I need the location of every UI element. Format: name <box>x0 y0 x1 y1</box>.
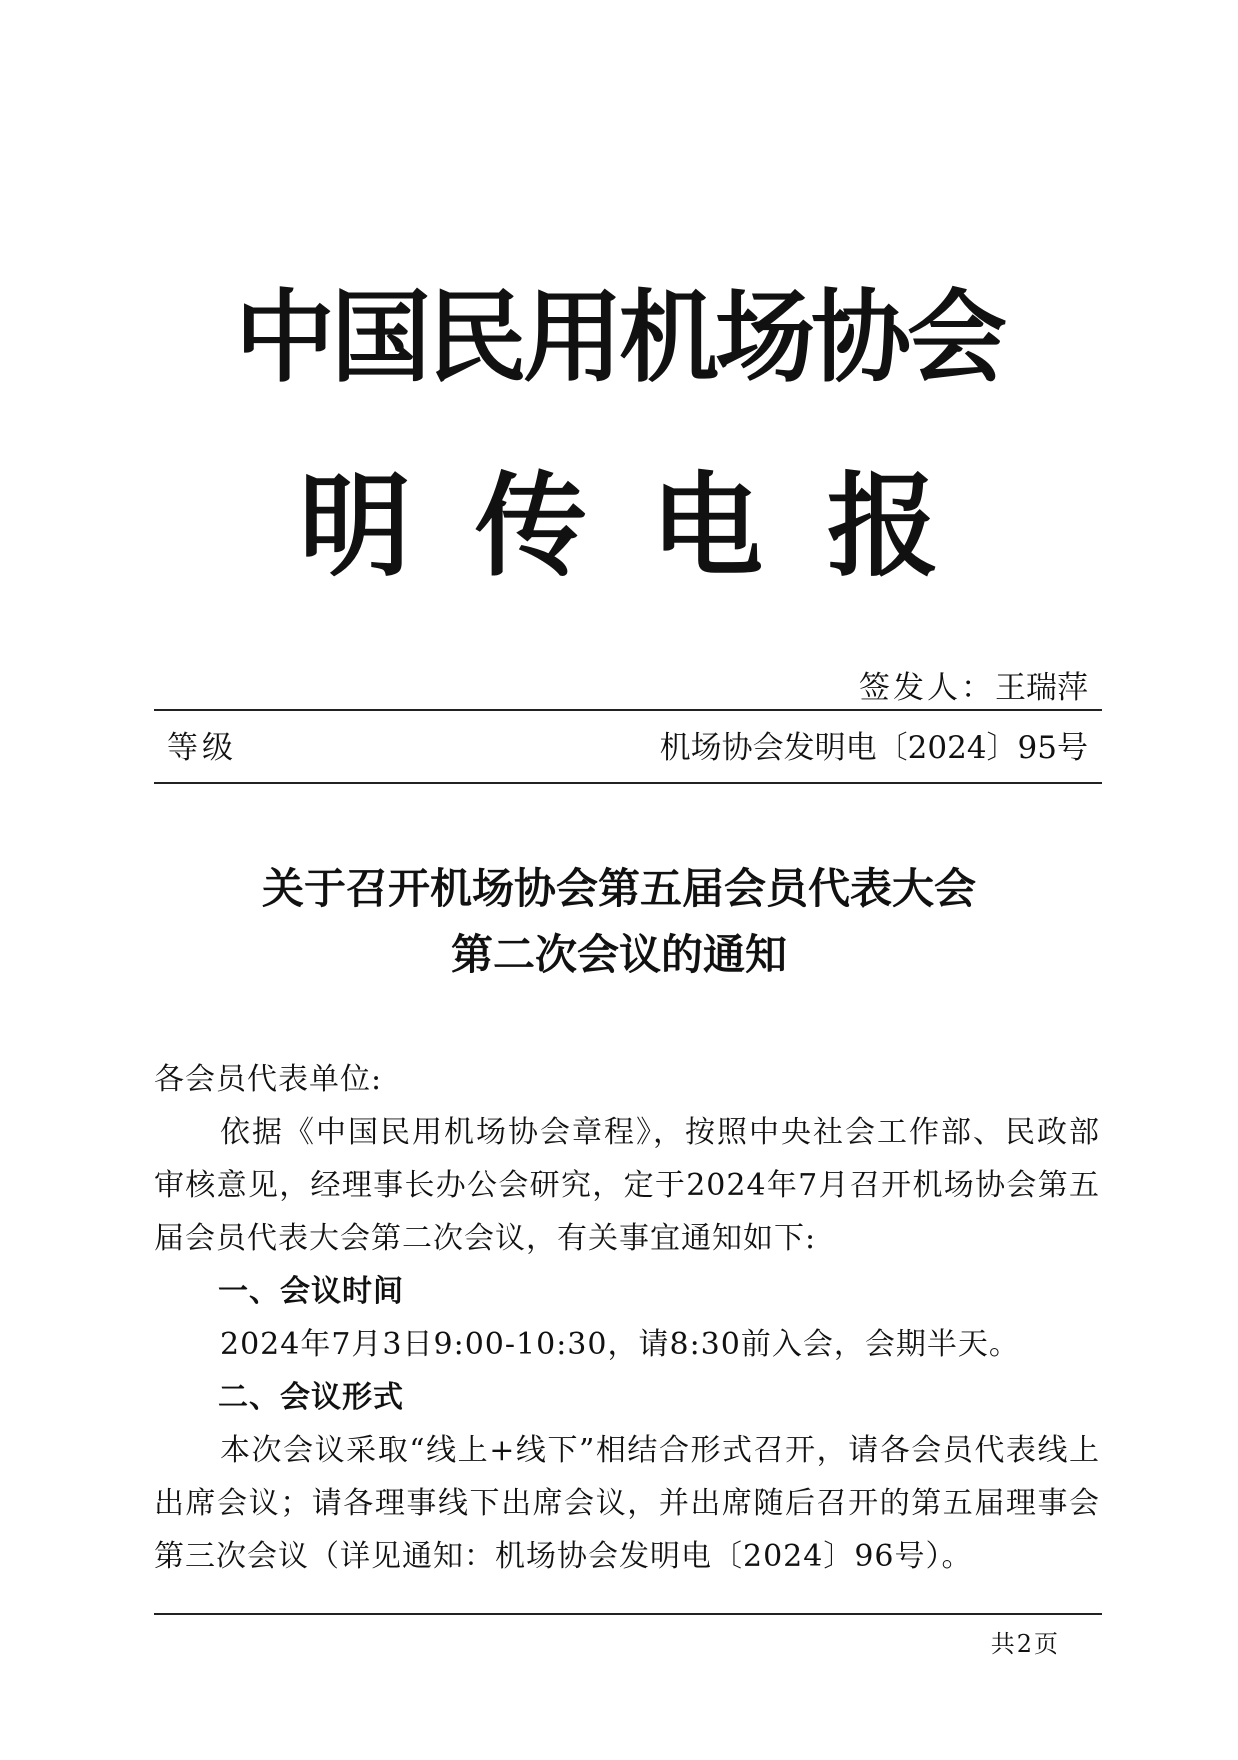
issuer-line <box>859 666 1088 710</box>
document-number: 机场协会发明电〔2024〕95号 <box>659 730 1088 766</box>
notice-body <box>154 1053 1100 1583</box>
header-divider-top <box>154 709 1102 711</box>
notice-title-line-2: 第二次会议的通知 <box>450 930 787 979</box>
section-heading-time: 一、会议时间 <box>218 1274 404 1309</box>
section-text-time: 2024年7月3日9:00-10:30，请8:30前入会，会期半天。 <box>220 1327 1020 1362</box>
notice-title <box>154 856 1084 988</box>
page-count: 共2页 <box>990 1630 1060 1658</box>
footer-divider <box>154 1613 1102 1615</box>
issuer-label: 签发人： <box>859 670 995 706</box>
grade-label: 等级 <box>167 730 237 766</box>
intro-paragraph: 依据《中国民用机场协会章程》，按照中央社会工作部、民政部审核意见，经理事长办公会研究，定于2024年7月召开机场协会第五届会员代表大会第二次会议，有关事宜通知如下: <box>154 1115 1100 1256</box>
issuer-name: 王瑞萍 <box>995 670 1088 706</box>
notice-title-line-1: 关于召开机场协会第五届会员代表大会 <box>261 864 976 913</box>
document-type-header: 明传电报 <box>299 462 1003 592</box>
section-heading-format: 二、会议形式 <box>218 1380 404 1415</box>
header-divider-bottom <box>154 782 1102 784</box>
salutation: 各会员代表单位: <box>154 1062 383 1097</box>
org-name-header: 中国民用机场协会 <box>235 279 1003 396</box>
section-text-format: 本次会议采取“线上+线下”相结合形式召开，请各会员代表线上出席会议；请各理事线下出席会议，并出席随后召开的第五届理事会第三次会议（详见通知：机场协会发明电〔2024〕96号）。 <box>154 1433 1100 1574</box>
